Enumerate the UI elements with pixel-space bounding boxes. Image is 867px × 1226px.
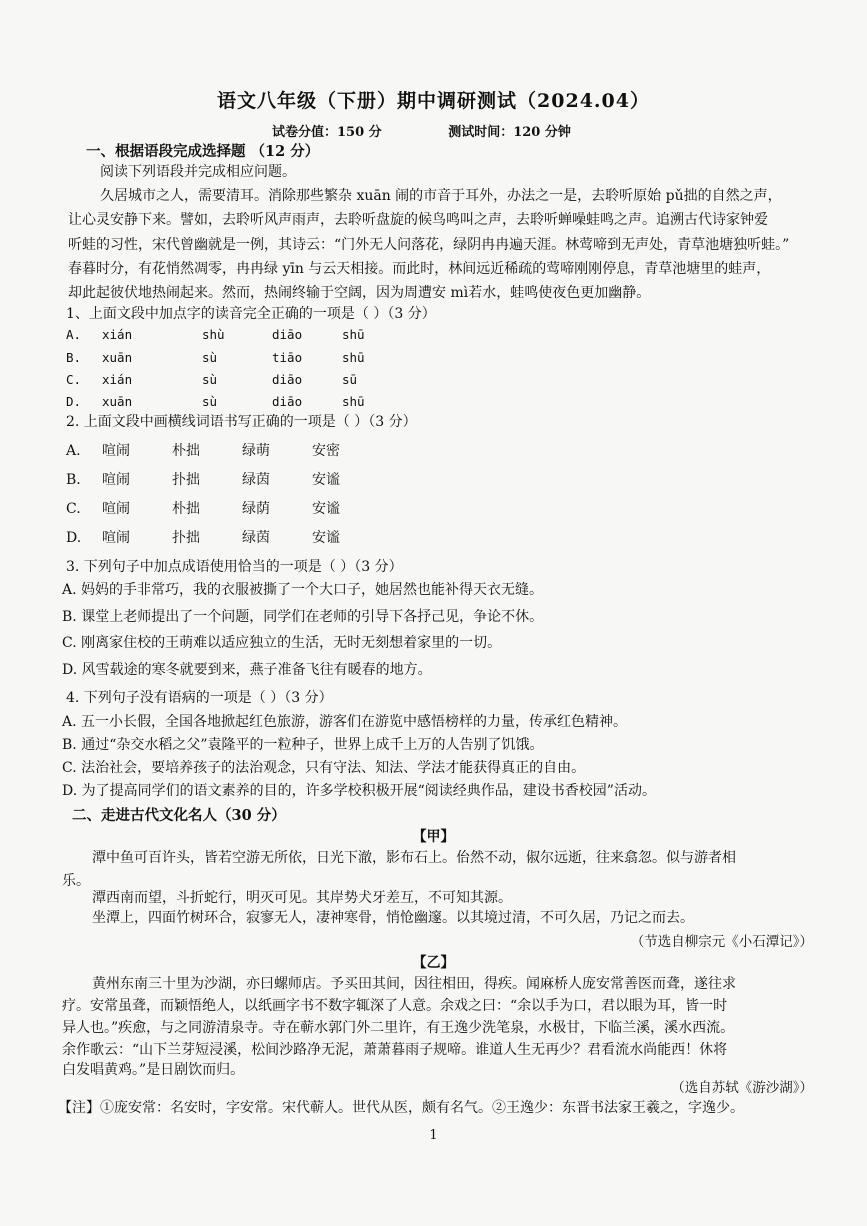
option-value: xián [102, 372, 133, 387]
option-letter: B. [66, 350, 82, 365]
question-4-stem: 4. 下列句子没有语病的一项是（ ）（3 分） [66, 690, 333, 706]
option-value: 喧闹 [102, 501, 130, 517]
option-value: sù [202, 394, 218, 409]
option-value: xuān [102, 394, 133, 409]
q1-option-c [66, 372, 412, 387]
option-value: 朴拙 [172, 501, 200, 517]
passage-line-5: 却此起彼伏地热闹起来。然而，热闹终输于空阔，因为周遭安 mì若水，蛙鸣使夜色更加幽静。 [68, 285, 651, 301]
jia-line-2: 乐。 [62, 873, 90, 889]
section-1-intro: 阅读下列语段并完成相应问题。 [100, 164, 296, 180]
page-title: 语文八年级（下册）期中调研测试（2024.04） [217, 90, 650, 112]
option-value: 安谧 [312, 472, 340, 488]
yi-source: （选自苏轼《游沙湖》） [671, 1080, 813, 1096]
option-value: 喧闹 [102, 530, 130, 546]
q2-option-c [66, 498, 382, 518]
option-letter: C. [66, 501, 81, 517]
passage-jia-label: 【甲】 [412, 829, 455, 845]
q3-option-a: A. 妈妈的手非常巧，我的衣服被撕了一个大口子，她居然也能补得天衣无缝。 [62, 582, 544, 598]
question-1-stem: 1、上面文段中加点字的读音完全正确的一项是（ ）（3 分） [66, 306, 436, 322]
option-value: shū [342, 394, 365, 409]
option-value: 朴拙 [172, 443, 200, 459]
option-value: 扑拙 [172, 472, 200, 488]
section-2-heading: 二、走进古代文化名人（30 分） [72, 807, 286, 824]
q2-option-d [66, 527, 382, 547]
option-value: sū [342, 372, 358, 387]
option-value: 绿萌 [242, 443, 270, 459]
q3-option-b: B. 课堂上老师提出了一个问题，同学们在老师的引导下各抒己见，争论不休。 [62, 609, 544, 625]
option-value: 绿茵 [242, 472, 270, 488]
passage-line-2: 让心灵安静下来。譬如，去聆听风声雨声，去聆听盘旋的候鸟鸣叫之声，去聆听蝉噪蛙鸣之声。追溯古代诗家钟爱 [68, 212, 768, 228]
time-info: 测试时间：120 分钟 [448, 125, 571, 140]
option-value: 安谧 [312, 501, 340, 517]
yi-line-4: 余作歌云：“山下兰芽短浸溪，松间沙路净无泥，萧萧暮雨子规啼。谁道人生无再少？君看流水尚能西！休将 [62, 1042, 728, 1058]
option-value: shū [342, 350, 365, 365]
option-value: tiāo [272, 350, 303, 365]
q4-option-d: D. 为了提高同学们的语文素养的目的，许多学校积极开展“阅读经典作品，建设书香校园”活动。 [62, 783, 656, 799]
q1-option-b [66, 350, 412, 365]
q2-option-a [66, 440, 382, 460]
option-letter: C. [66, 372, 82, 387]
passage-line-4: 春暮时分，有花悄然凋零，冉冉绿 yīn 与云天相接。而此时，林间远近稀疏的莺啼刚刚停息，青草池塘里的蛙声， [68, 261, 771, 277]
yi-line-1: 黄州东南三十里为沙湖，亦曰螺师店。予买田其间，因往相田，得疾。闻麻桥人庞安常善医而聋，遂往求 [92, 976, 736, 992]
option-value: 安谧 [312, 530, 340, 546]
option-letter: D. [66, 530, 82, 546]
passage-yi-label: 【乙】 [412, 955, 455, 971]
annotation-note: 【注】①庞安常：名安时，字安常。宋代蕲人。世代从医，颇有名气。②王逸少：东晋书法家王羲之，字逸少。 [58, 1100, 744, 1116]
yi-line-3: 异人也。”疾愈，与之同游清泉寺。寺在蕲水郭门外二里许，有王逸少洗笔泉，水极甘，下临兰溪，溪水西流。 [62, 1020, 735, 1036]
option-value: 绿荫 [242, 501, 270, 517]
score-info: 试卷分值：150 分 [272, 125, 382, 140]
option-letter: B. [66, 472, 81, 488]
jia-source: （节选自柳宗元《小石潭记》） [630, 934, 813, 950]
q4-option-c: C. 法治社会，要培养孩子的法治观念，只有守法、知法、学法才能获得真正的自由。 [62, 760, 586, 776]
page-number: 1 [429, 1128, 438, 1143]
option-value: 扑拙 [172, 530, 200, 546]
question-3-stem: 3. 下列句子中加点成语使用恰当的一项是（ ）（3 分） [66, 559, 403, 575]
option-value: 绿茵 [242, 530, 270, 546]
jia-line-3: 潭西南而望，斗折蛇行，明灭可见。其岸势犬牙差互，不可知其源。 [92, 890, 512, 906]
option-letter: D. [66, 394, 82, 409]
option-value: diāo [272, 394, 303, 409]
option-value: xuān [102, 350, 133, 365]
option-value: 安密 [312, 443, 340, 459]
option-value: sù [202, 350, 218, 365]
q1-option-a [66, 327, 412, 342]
option-value: 喧闹 [102, 443, 130, 459]
question-2-stem: 2. 上面文段中画横线词语书写正确的一项是（ ）（3 分） [66, 414, 417, 430]
jia-line-4: 坐潭上，四面竹树环合，寂寥无人，凄神寒骨，悄怆幽邃。以其境过清，不可久居，乃记之而去。 [92, 910, 694, 926]
jia-line-1: 潭中鱼可百许头，皆若空游无所依，日光下澈，影布石上。佁然不动，俶尔远逝，往来翕忽。似与游者相 [92, 850, 736, 866]
section-1-heading: 一、根据语段完成选择题 （12 分） [86, 143, 320, 160]
q3-option-d: D. 风雪载途的寒冬就要到来，燕子准备飞往有暖春的地方。 [62, 662, 432, 678]
passage-line-1: 久居城市之人，需要清耳。消除那些繁杂 xuān 闹的市音于耳外，办法之一是，去聆听原始 pǔ拙的自然之声， [100, 188, 782, 204]
q4-option-a: A. 五一小长假，全国各地掀起红色旅游，游客们在游览中感悟榜样的力量，传承红色精神。 [62, 714, 628, 730]
yi-line-2: 疗。安常虽聋，而颖悟绝人，以纸画字书不数字辄深了人意。余戏之曰：“余以手为口，君以眼为耳，皆一时 [62, 998, 728, 1014]
q1-option-d [66, 394, 412, 409]
option-value: diāo [272, 372, 303, 387]
option-value: shū [342, 327, 365, 342]
q3-option-c: C. 刚离家住校的王萌难以适应独立的生活，无时无刻想着家里的一切。 [62, 635, 502, 651]
option-letter: A. [66, 327, 82, 342]
option-value: shù [202, 327, 225, 342]
yi-line-5: 白发唱黄鸡。”是日剧饮而归。 [62, 1062, 245, 1078]
option-value: xián [102, 327, 133, 342]
option-value: diāo [272, 327, 303, 342]
exam-info [272, 121, 633, 140]
option-value: 喧闹 [102, 472, 130, 488]
passage-line-3: 听蛙的习性，宋代曾幽就是一例，其诗云：“门外无人问落花，绿阴冉冉遍天涯。林莺啼到无声处，青草池塘独听蛙。” [68, 237, 790, 253]
q2-option-b [66, 469, 382, 489]
q4-option-b: B. 通过“杂交水稻之父”袁隆平的一粒种子，世界上成千上万的人告别了饥饿。 [62, 737, 544, 753]
option-letter: A. [66, 443, 81, 459]
option-value: sù [202, 372, 218, 387]
